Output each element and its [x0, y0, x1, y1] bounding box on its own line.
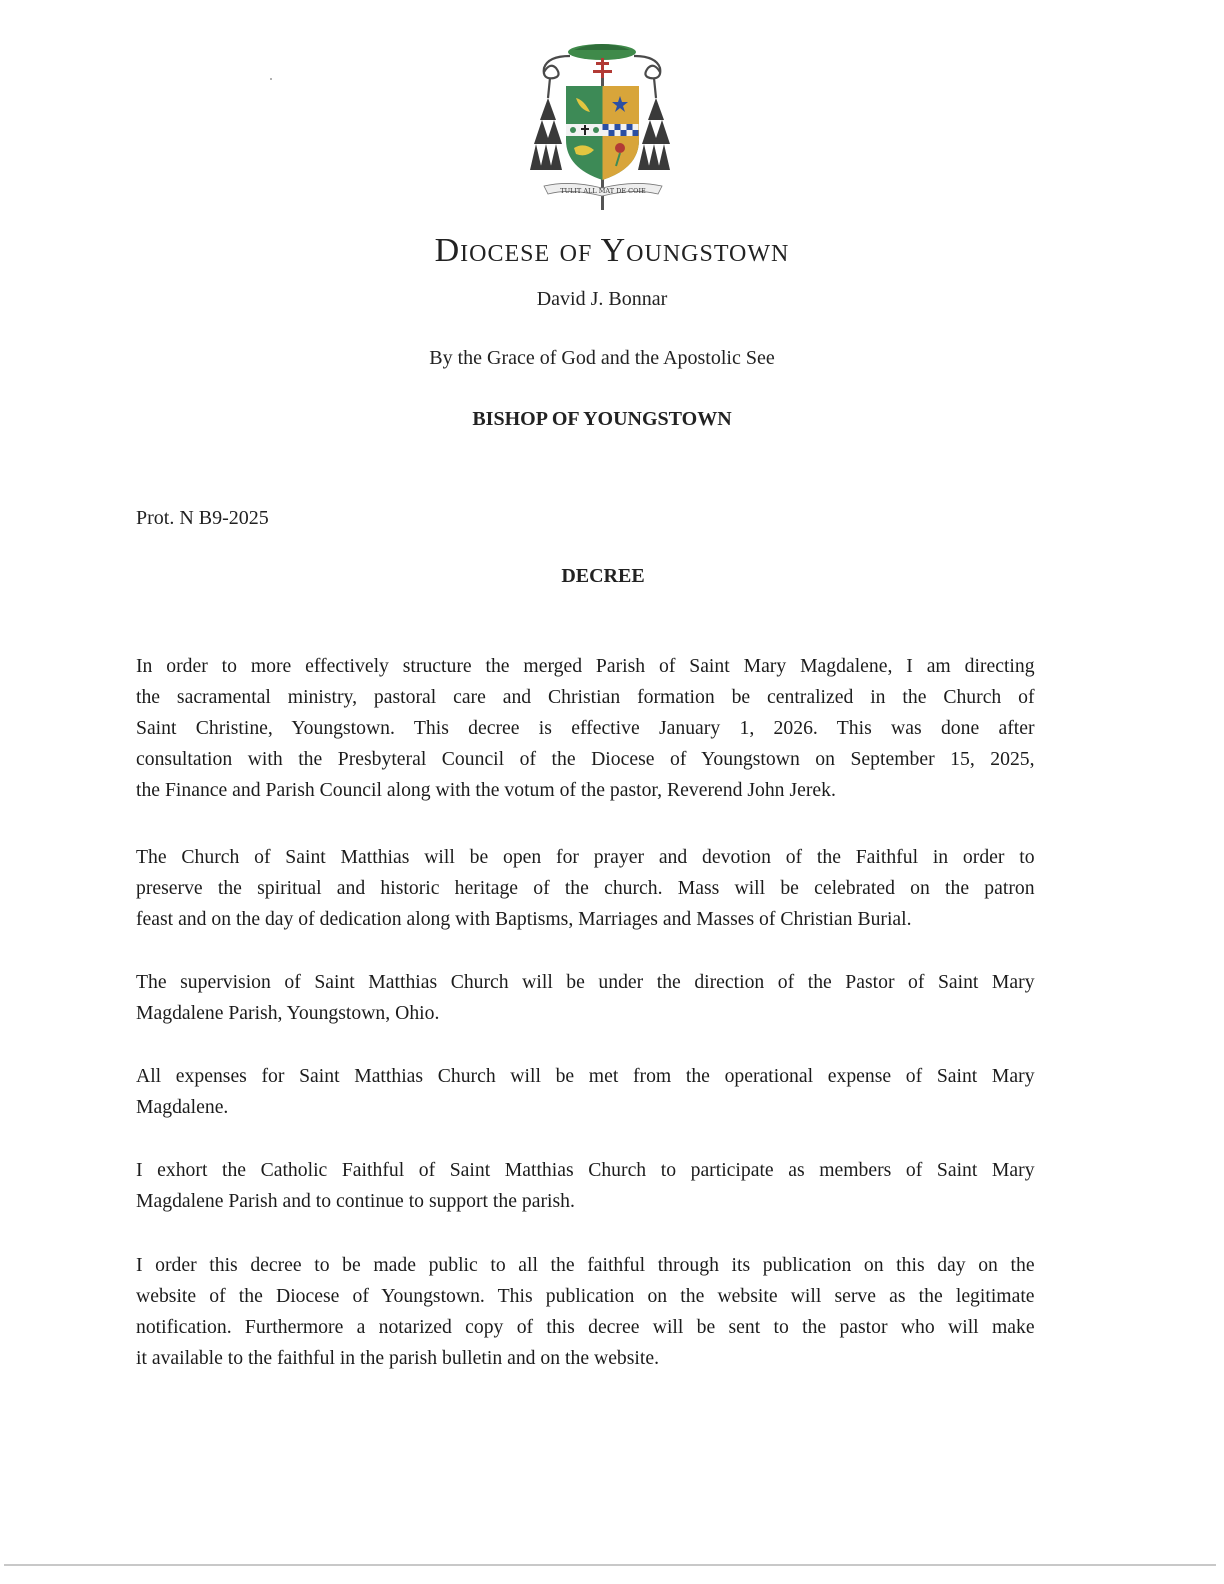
text-line: The Church of Saint Matthias will be open for prayer and devotion of the Faithful in order to: [136, 846, 1035, 868]
text-line: I order this decree to be made public to all the faithful through its publication on this day on the: [136, 1254, 1035, 1276]
paragraph-exhortation: [136, 1155, 1035, 1217]
diocese-title: Diocese of Youngstown: [434, 232, 790, 269]
page-edge-line: [4, 1564, 1216, 1566]
coat-of-arms-icon: [530, 40, 680, 215]
text-line: I exhort the Catholic Faithful of Saint Matthias Church to participate as members of Saint Mary: [136, 1159, 1035, 1181]
text-line: The supervision of Saint Matthias Church will be under the direction of the Pastor of Saint Mary: [136, 971, 1035, 993]
shield: [566, 86, 639, 180]
text-line: feast and on the day of dedication along with Baptisms, Marriages and Masses of Christian Burial.: [136, 908, 912, 930]
grace-line: By the Grace of God and the Apostolic See: [429, 347, 775, 369]
paragraph-expenses: [136, 1061, 1035, 1123]
text-line: Magdalene Parish and to continue to support the parish.: [136, 1190, 575, 1212]
svg-text:TULIT ALL MAT DE COIE: TULIT ALL MAT DE COIE: [560, 187, 646, 195]
text-line: website of the Diocese of Youngstown. This publication on the website will serve as the legitimate: [136, 1285, 1035, 1307]
paragraph-publication: [136, 1250, 1035, 1374]
paragraph-supervision: [136, 967, 1035, 1029]
text-line: Magdalene Parish, Youngstown, Ohio.: [136, 1002, 440, 1024]
bishop-title: BISHOP OF YOUNGSTOWN: [472, 408, 732, 430]
text-line: consultation with the Presbyteral Council of the Diocese of Youngstown on September 15, 2025,: [136, 748, 1035, 770]
text-line: the Finance and Parish Council along with the votum of the pastor, Reverend John Jerek.: [136, 779, 836, 801]
decree-heading: DECREE: [561, 565, 645, 587]
protocol-number: Prot. N B9-2025: [136, 507, 269, 529]
right-tassels: [638, 98, 670, 170]
paragraph-centralization: [136, 651, 1035, 806]
paragraph-saint-matthias-open: [136, 842, 1035, 935]
text-line: preserve the spiritual and historic heritage of the church. Mass will be celebrated on the patron: [136, 877, 1035, 899]
text-line: Magdalene.: [136, 1096, 229, 1118]
text-line: Saint Christine, Youngstown. This decree is effective January 1, 2026. This was done after: [136, 717, 1035, 739]
left-tassels: [530, 98, 562, 170]
text-line: In order to more effectively structure the merged Parish of Saint Mary Magdalene, I am directing: [136, 655, 1035, 677]
scan-speck: [270, 78, 272, 80]
text-line: notification. Furthermore a notarized copy of this decree will be sent to the pastor who will make: [136, 1316, 1035, 1338]
text-line: the sacramental ministry, pastoral care and Christian formation be centralized in the Church of: [136, 686, 1035, 708]
bishop-name: David J. Bonnar: [536, 288, 668, 310]
text-line: All expenses for Saint Matthias Church will be met from the operational expense of Saint Mary: [136, 1065, 1035, 1087]
text-line: it available to the faithful in the parish bulletin and on the website.: [136, 1347, 660, 1369]
